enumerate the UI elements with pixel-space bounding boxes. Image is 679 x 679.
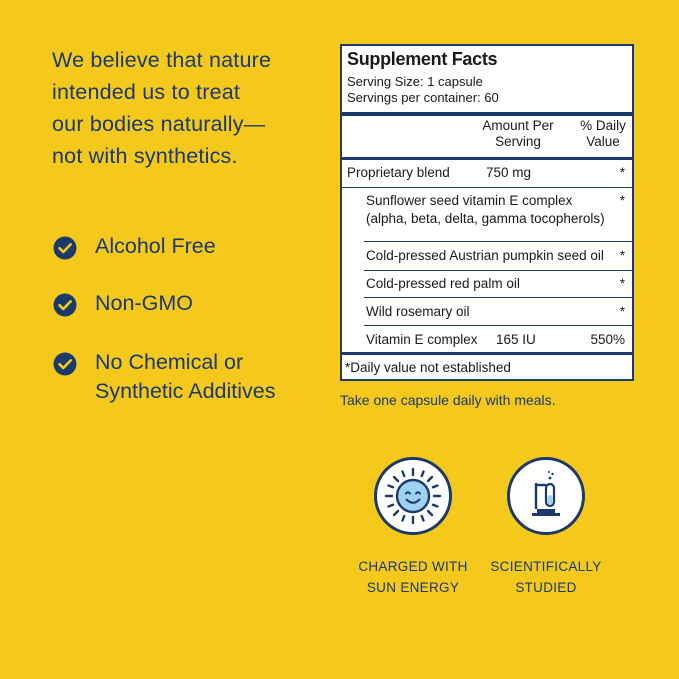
nutrient-dv: 550% bbox=[590, 332, 625, 347]
divider bbox=[364, 325, 632, 326]
feature-non-gmo bbox=[52, 289, 193, 318]
badge-label bbox=[486, 556, 606, 598]
feature-label-line: Non-GMO bbox=[95, 291, 193, 315]
check-circle-icon bbox=[52, 351, 78, 377]
lab-test-tube-icon bbox=[506, 456, 586, 536]
divider-thick bbox=[342, 112, 632, 116]
nutrient-dv: * bbox=[619, 304, 625, 319]
badge-label-line: CHARGED WITH bbox=[358, 559, 468, 574]
nutrient-amount: 165 IU bbox=[496, 332, 536, 347]
badge-label-line: SUN ENERGY bbox=[366, 580, 460, 595]
servings-per-container: Servings per container: 60 bbox=[347, 90, 499, 105]
nutrient-dv: * bbox=[619, 248, 625, 263]
nutrient-dv: * bbox=[619, 276, 625, 291]
nutrient-dv: * bbox=[619, 193, 625, 208]
header-line: Value bbox=[586, 134, 620, 149]
header-line: Amount Per bbox=[482, 118, 554, 133]
smiling-sun-icon bbox=[373, 456, 453, 536]
badge-label-line: SCIENTIFICALLY bbox=[490, 559, 602, 574]
nutrient-name: Cold-pressed Austrian pumpkin seed oil bbox=[366, 248, 604, 263]
intro-line: our bodies naturally— bbox=[52, 112, 266, 136]
intro-statement bbox=[52, 44, 322, 172]
nutrient-name: Sunflower seed vitamin E complex bbox=[366, 193, 573, 208]
dosage-instruction: Take one capsule daily with meals. bbox=[340, 392, 556, 408]
header-amount-per-serving bbox=[476, 118, 560, 150]
divider bbox=[342, 187, 632, 188]
check-circle-icon bbox=[52, 292, 78, 318]
intro-line: intended us to treat bbox=[52, 80, 241, 104]
intro-line: not with synthetics. bbox=[52, 144, 238, 168]
header-line: Serving bbox=[495, 134, 541, 149]
divider bbox=[364, 241, 632, 242]
supplement-facts-title: Supplement Facts bbox=[347, 49, 498, 69]
check-circle-icon bbox=[52, 235, 78, 261]
supplement-facts-panel bbox=[340, 44, 634, 381]
serving-size: Serving Size: 1 capsule bbox=[347, 74, 483, 89]
nutrient-name-detail: (alpha, beta, delta, gamma tocopherols) bbox=[366, 211, 605, 226]
nutrient-name: Cold-pressed red palm oil bbox=[366, 276, 520, 291]
header-daily-value bbox=[572, 118, 634, 150]
badge-label-line: STUDIED bbox=[515, 580, 577, 595]
divider bbox=[364, 297, 632, 298]
feature-alcohol-free bbox=[52, 232, 216, 261]
feature-no-additives bbox=[52, 348, 275, 406]
divider bbox=[364, 270, 632, 271]
badge-sun-energy bbox=[353, 456, 473, 598]
divider-thick bbox=[342, 352, 632, 355]
badge-label bbox=[353, 556, 473, 598]
feature-label bbox=[95, 348, 275, 406]
nutrient-dv: * bbox=[619, 165, 625, 180]
feature-label bbox=[95, 289, 193, 318]
header-line: % Daily bbox=[580, 118, 626, 133]
nutrient-name: Proprietary blend bbox=[347, 165, 450, 180]
footnote: *Daily value not established bbox=[345, 360, 511, 375]
feature-label-line: Alcohol Free bbox=[95, 234, 216, 258]
feature-label bbox=[95, 232, 216, 261]
nutrient-name: Wild rosemary oil bbox=[366, 304, 470, 319]
nutrient-name: Vitamin E complex bbox=[366, 332, 478, 347]
feature-label-line: No Chemical or bbox=[95, 350, 244, 374]
badge-scientifically-studied bbox=[486, 456, 606, 598]
feature-label-line: Synthetic Additives bbox=[95, 379, 276, 403]
divider-thick bbox=[342, 157, 632, 160]
nutrient-amount: 750 mg bbox=[486, 165, 532, 180]
intro-line: We believe that nature bbox=[52, 48, 272, 72]
